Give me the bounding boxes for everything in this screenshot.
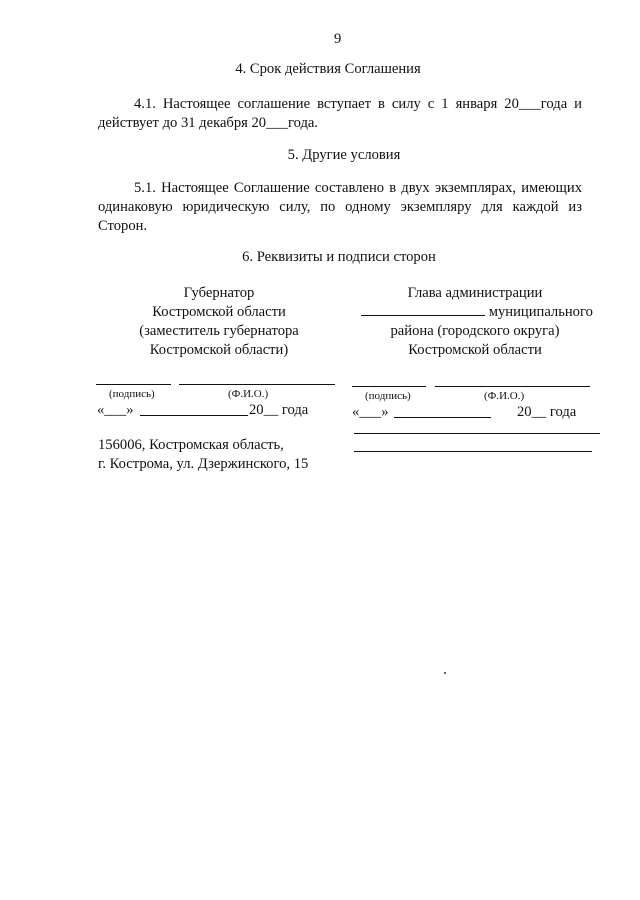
right-title-line-2 xyxy=(355,303,595,322)
right-title-line-4: Костромской области xyxy=(408,342,542,358)
right-address-line-2 xyxy=(354,451,592,452)
right-signature-line xyxy=(352,386,426,387)
section-5-heading: 5. Другие условия xyxy=(287,147,401,163)
left-title-line-1: Губернатор xyxy=(183,285,255,301)
right-fio-line xyxy=(435,386,590,387)
left-signature-line xyxy=(96,384,171,385)
left-address-line-2: г. Кострома, ул. Дзержинского, 15 xyxy=(98,456,309,472)
left-fio-label: (Ф.И.О.) xyxy=(228,388,269,400)
right-fio-label: (Ф.И.О.) xyxy=(484,390,525,402)
right-date-year: 20__ года xyxy=(517,404,577,420)
right-signature-label: (подпись) xyxy=(365,390,411,402)
left-title-line-3: (заместитель губернатора xyxy=(139,323,299,339)
stray-dot xyxy=(444,672,446,674)
right-date-day: «___» xyxy=(352,404,389,420)
municipality-blank xyxy=(361,303,485,316)
section-5-paragraph-1: 5.1. Настоящее Соглашение составлено в двух экземплярах, имеющих одинаковую юридическую силу, по одному экземпляру для каждой из Сторон. xyxy=(98,180,582,234)
right-date-month-line xyxy=(394,417,491,418)
right-title-line-1: Глава администрации xyxy=(407,285,543,301)
right-title-line-2-suffix: муниципального xyxy=(488,304,593,320)
left-signature-label: (подпись) xyxy=(109,388,155,400)
left-party-title xyxy=(99,284,339,360)
section-4-heading: 4. Срок действия Соглашения xyxy=(235,61,421,77)
left-date-day: «___» xyxy=(97,402,134,418)
left-address-line-1: 156006, Костромская область, xyxy=(98,437,284,453)
left-title-line-4: Костромской области) xyxy=(149,342,289,358)
left-date-year: 20__ года xyxy=(249,402,309,418)
section-4-paragraph-1: 4.1. Настоящее соглашение вступает в силу с 1 января 20___года и действует до 31 декабря 20___года. xyxy=(98,96,582,131)
left-fio-line xyxy=(179,384,335,385)
left-title-line-2: Костромской области xyxy=(152,304,286,320)
right-party-title xyxy=(355,284,595,360)
right-title-line-3: района (городского округа) xyxy=(390,323,560,339)
right-address-line-1 xyxy=(354,433,600,434)
page-number: 9 xyxy=(334,31,342,47)
left-date-month-line xyxy=(140,415,248,416)
section-6-heading: 6. Реквизиты и подписи сторон xyxy=(242,249,436,265)
